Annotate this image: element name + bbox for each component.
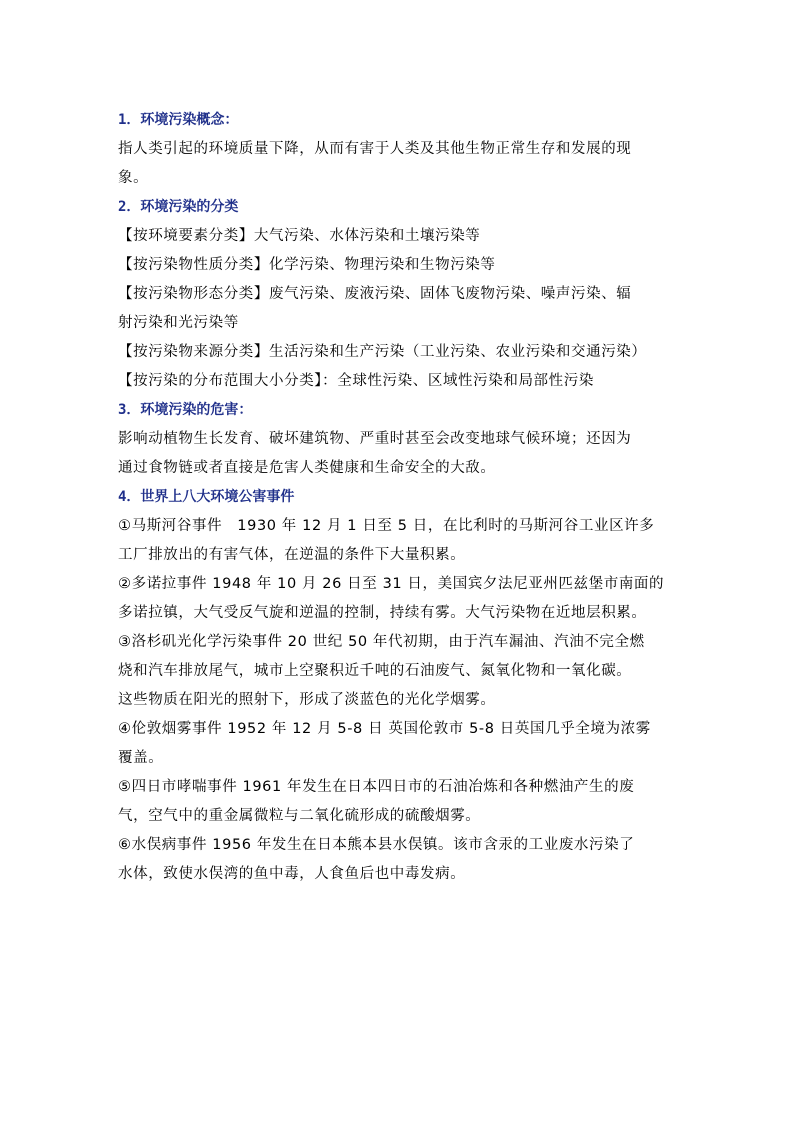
text-line: 【按污染物形态分类】废气污染、废液污染、固体飞废物污染、噪声污染、辐 <box>118 286 632 302</box>
paragraph <box>118 222 678 396</box>
text-line: 这些物质在阳光的照射下，形成了淡蓝色的光化学烟雾。 <box>118 692 496 708</box>
text-line: 【按污染物来源分类】生活污染和生产污染（工业污染、农业污染和交通污染） <box>118 344 647 360</box>
text-line: 覆盖。 <box>118 750 164 766</box>
paragraph <box>118 135 678 193</box>
text-line: ③洛杉矶光化学污染事件 20 世纪 50 年代初期，由于汽车漏油、汽油不完全燃 <box>118 634 645 650</box>
text-line: 气，空气中的重金属微粒与二氧化硫形成的硫酸烟雾。 <box>118 808 481 824</box>
text-line: 工厂排放出的有害气体，在逆温的条件下大量积累。 <box>118 547 466 563</box>
text-line: 通过食物链或者直接是危害人类健康和生命安全的大敌。 <box>118 460 496 476</box>
section-events <box>118 483 678 889</box>
section-heading: 4．世界上八大环境公害事件 <box>118 489 295 505</box>
text-line: ④伦敦烟雾事件 1952 年 12 月 5-8 日 英国伦敦市 5-8 日英国几乎全境为浓雾 <box>118 721 651 737</box>
text-line: 【按污染的分布范围大小分类】：全球性污染、区域性污染和局部性污染 <box>118 373 594 389</box>
section-heading: 1．环境污染概念： <box>118 112 239 128</box>
paragraph <box>118 512 678 889</box>
document-page <box>118 106 678 889</box>
section-heading: 3．环境污染的危害： <box>118 402 253 418</box>
section-concept <box>118 106 678 193</box>
text-line: 【按污染物性质分类】化学污染、物理污染和生物污染等 <box>118 257 496 273</box>
paragraph <box>118 425 678 483</box>
text-line: 影响动植物生长发育、破坏建筑物、严重时甚至会改变地球气候环境；还因为 <box>118 431 632 447</box>
section-heading: 2．环境污染的分类 <box>118 199 239 215</box>
text-line: 象。 <box>118 170 149 186</box>
text-line: 多诺拉镇，大气受反气旋和逆温的控制，持续有雾。大气污染物在近地层积累。 <box>118 605 647 621</box>
text-line: 烧和汽车排放尾气，城市上空聚积近千吨的石油废气、氮氧化物和一氧化碳。 <box>118 663 632 679</box>
text-line: ①马斯河谷事件 1930 年 12 月 1 日至 5 日，在比利时的马斯河谷工业区许多 <box>118 518 655 534</box>
text-line: ⑥水俣病事件 1956 年发生在日本熊本县水俣镇。该市含汞的工业废水污染了 <box>118 837 635 853</box>
text-line: 水体，致使水俣湾的鱼中毒，人食鱼后也中毒发病。 <box>118 866 466 882</box>
text-line: 指人类引起的环境质量下降，从而有害于人类及其他生物正常生存和发展的现 <box>118 141 632 157</box>
text-line: ②多诺拉事件 1948 年 10 月 26 日至 31 日，美国宾夕法尼亚州匹兹堡市南面的 <box>118 576 665 592</box>
text-line: ⑤四日市哮喘事件 1961 年发生在日本四日市的石油冶炼和各种燃油产生的废 <box>118 779 635 795</box>
section-hazards <box>118 396 678 483</box>
text-line: 射污染和光污染等 <box>118 315 239 331</box>
text-line: 【按环境要素分类】大气污染、水体污染和土壤污染等 <box>118 228 481 244</box>
section-classification <box>118 193 678 396</box>
